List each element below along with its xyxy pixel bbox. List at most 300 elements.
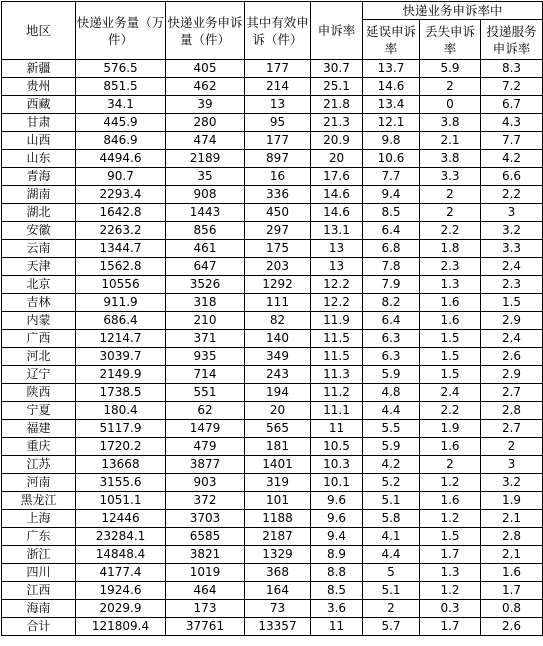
cell-delay-rate: 5.1 — [363, 492, 420, 510]
table-row — [2, 168, 543, 186]
cell-volume: 23284.1 — [76, 528, 166, 546]
cell-valid: 565 — [245, 420, 311, 438]
cell-region: 云南 — [2, 240, 76, 258]
cell-volume: 2263.2 — [76, 222, 166, 240]
cell-lost-rate: 1.7 — [420, 546, 481, 564]
cell-lost-rate: 3.8 — [420, 114, 481, 132]
cell-volume: 1562.8 — [76, 258, 166, 276]
table-row — [2, 96, 543, 114]
cell-valid: 175 — [245, 240, 311, 258]
cell-service-rate: 3.2 — [481, 222, 543, 240]
cell-valid: 450 — [245, 204, 311, 222]
cell-valid: 897 — [245, 150, 311, 168]
cell-complaints: 1479 — [166, 420, 245, 438]
cell-lost-rate: 1.6 — [420, 294, 481, 312]
table-row — [2, 528, 543, 546]
cell-complaints: 479 — [166, 438, 245, 456]
cell-rate: 14.6 — [311, 204, 363, 222]
cell-delay-rate: 7.7 — [363, 168, 420, 186]
cell-complaints: 405 — [166, 60, 245, 78]
header-delay-rate: 延误申诉率 — [363, 20, 420, 60]
cell-service-rate: 7.7 — [481, 132, 543, 150]
cell-complaints: 173 — [166, 600, 245, 618]
cell-complaints: 1443 — [166, 204, 245, 222]
cell-delay-rate: 9.8 — [363, 132, 420, 150]
cell-delay-rate: 5.7 — [363, 618, 420, 636]
table-body — [2, 60, 543, 636]
cell-rate: 17.6 — [311, 168, 363, 186]
cell-rate: 21.3 — [311, 114, 363, 132]
cell-lost-rate: 1.6 — [420, 438, 481, 456]
cell-complaints: 62 — [166, 402, 245, 420]
cell-valid: 177 — [245, 132, 311, 150]
cell-lost-rate: 1.5 — [420, 330, 481, 348]
cell-complaints: 6585 — [166, 528, 245, 546]
cell-service-rate: 2.6 — [481, 348, 543, 366]
cell-service-rate: 6.7 — [481, 96, 543, 114]
cell-valid: 95 — [245, 114, 311, 132]
cell-region: 重庆 — [2, 438, 76, 456]
cell-rate: 20 — [311, 150, 363, 168]
cell-volume: 4494.6 — [76, 150, 166, 168]
table-row — [2, 150, 543, 168]
cell-delay-rate: 5.8 — [363, 510, 420, 528]
table-row — [2, 276, 543, 294]
cell-lost-rate: 1.2 — [420, 510, 481, 528]
cell-volume: 1214.7 — [76, 330, 166, 348]
cell-service-rate: 2.8 — [481, 528, 543, 546]
cell-complaints: 856 — [166, 222, 245, 240]
cell-delay-rate: 4.8 — [363, 384, 420, 402]
cell-delay-rate: 9.4 — [363, 186, 420, 204]
cell-rate: 30.7 — [311, 60, 363, 78]
header-complaint-rate: 申诉率 — [311, 2, 363, 60]
cell-delay-rate: 5.5 — [363, 420, 420, 438]
cell-service-rate: 2.2 — [481, 186, 543, 204]
cell-region: 黑龙江 — [2, 492, 76, 510]
cell-service-rate: 2.7 — [481, 384, 543, 402]
table-row — [2, 438, 543, 456]
cell-volume: 5117.9 — [76, 420, 166, 438]
cell-lost-rate: 1.6 — [420, 492, 481, 510]
header-service-rate: 投递服务申诉率 — [481, 20, 543, 60]
cell-rate: 20.9 — [311, 132, 363, 150]
cell-volume: 1642.8 — [76, 204, 166, 222]
cell-region: 合计 — [2, 618, 76, 636]
cell-complaints: 3821 — [166, 546, 245, 564]
table-row — [2, 564, 543, 582]
cell-service-rate: 2.7 — [481, 420, 543, 438]
cell-complaints: 2189 — [166, 150, 245, 168]
cell-lost-rate: 1.2 — [420, 474, 481, 492]
cell-lost-rate: 2.2 — [420, 402, 481, 420]
cell-service-rate: 6.6 — [481, 168, 543, 186]
cell-service-rate: 2.1 — [481, 510, 543, 528]
cell-volume: 12446 — [76, 510, 166, 528]
table-header — [2, 2, 543, 60]
cell-complaints: 464 — [166, 582, 245, 600]
table-row — [2, 546, 543, 564]
cell-valid: 140 — [245, 330, 311, 348]
cell-valid: 181 — [245, 438, 311, 456]
table-row — [2, 582, 543, 600]
cell-region: 新疆 — [2, 60, 76, 78]
cell-volume: 1344.7 — [76, 240, 166, 258]
cell-service-rate: 2.9 — [481, 366, 543, 384]
cell-service-rate: 2.3 — [481, 276, 543, 294]
cell-rate: 8.8 — [311, 564, 363, 582]
cell-region: 陕西 — [2, 384, 76, 402]
cell-rate: 10.3 — [311, 456, 363, 474]
cell-rate: 13 — [311, 258, 363, 276]
cell-lost-rate: 1.5 — [420, 366, 481, 384]
cell-service-rate: 3 — [481, 204, 543, 222]
cell-volume: 3155.6 — [76, 474, 166, 492]
table-row — [2, 402, 543, 420]
cell-service-rate: 0.8 — [481, 600, 543, 618]
cell-valid: 1329 — [245, 546, 311, 564]
cell-region: 山西 — [2, 132, 76, 150]
cell-region: 天津 — [2, 258, 76, 276]
cell-region: 江西 — [2, 582, 76, 600]
cell-valid: 243 — [245, 366, 311, 384]
table-row — [2, 420, 543, 438]
cell-delay-rate: 6.3 — [363, 330, 420, 348]
cell-delay-rate: 4.4 — [363, 402, 420, 420]
cell-service-rate: 1.5 — [481, 294, 543, 312]
cell-volume: 686.4 — [76, 312, 166, 330]
cell-valid: 13 — [245, 96, 311, 114]
cell-rate: 8.9 — [311, 546, 363, 564]
cell-rate: 9.4 — [311, 528, 363, 546]
cell-valid: 297 — [245, 222, 311, 240]
cell-rate: 9.6 — [311, 492, 363, 510]
cell-region: 湖北 — [2, 204, 76, 222]
cell-delay-rate: 13.7 — [363, 60, 420, 78]
cell-valid: 319 — [245, 474, 311, 492]
cell-lost-rate: 1.2 — [420, 582, 481, 600]
cell-lost-rate: 1.3 — [420, 276, 481, 294]
cell-delay-rate: 7.8 — [363, 258, 420, 276]
cell-valid: 13357 — [245, 618, 311, 636]
cell-service-rate: 2.8 — [481, 402, 543, 420]
cell-service-rate: 2.9 — [481, 312, 543, 330]
cell-lost-rate: 2 — [420, 456, 481, 474]
cell-volume: 10556 — [76, 276, 166, 294]
cell-complaints: 37761 — [166, 618, 245, 636]
table-row — [2, 114, 543, 132]
cell-lost-rate: 1.9 — [420, 420, 481, 438]
cell-delay-rate: 5.1 — [363, 582, 420, 600]
cell-valid: 177 — [245, 60, 311, 78]
cell-rate: 21.8 — [311, 96, 363, 114]
cell-region: 湖南 — [2, 186, 76, 204]
cell-valid: 336 — [245, 186, 311, 204]
cell-region: 辽宁 — [2, 366, 76, 384]
table-row — [2, 348, 543, 366]
cell-valid: 82 — [245, 312, 311, 330]
cell-rate: 11.3 — [311, 366, 363, 384]
table-row — [2, 204, 543, 222]
cell-rate: 14.6 — [311, 186, 363, 204]
cell-region: 广西 — [2, 330, 76, 348]
cell-service-rate: 8.3 — [481, 60, 543, 78]
cell-delay-rate: 2 — [363, 600, 420, 618]
cell-rate: 8.5 — [311, 582, 363, 600]
table-row — [2, 258, 543, 276]
cell-complaints: 461 — [166, 240, 245, 258]
table-row — [2, 384, 543, 402]
cell-volume: 4177.4 — [76, 564, 166, 582]
cell-volume: 14848.4 — [76, 546, 166, 564]
cell-complaints: 903 — [166, 474, 245, 492]
cell-rate: 11.5 — [311, 348, 363, 366]
cell-volume: 121809.4 — [76, 618, 166, 636]
cell-region: 吉林 — [2, 294, 76, 312]
table-row — [2, 330, 543, 348]
table-row — [2, 474, 543, 492]
cell-delay-rate: 6.8 — [363, 240, 420, 258]
cell-valid: 20 — [245, 402, 311, 420]
cell-rate: 10.5 — [311, 438, 363, 456]
cell-region: 河南 — [2, 474, 76, 492]
cell-valid: 16 — [245, 168, 311, 186]
cell-service-rate: 2.6 — [481, 618, 543, 636]
cell-service-rate: 1.9 — [481, 492, 543, 510]
cell-lost-rate: 3.8 — [420, 150, 481, 168]
cell-lost-rate: 2 — [420, 78, 481, 96]
cell-delay-rate: 8.2 — [363, 294, 420, 312]
cell-delay-rate: 6.4 — [363, 222, 420, 240]
cell-valid: 1188 — [245, 510, 311, 528]
cell-region: 山东 — [2, 150, 76, 168]
cell-lost-rate: 3.3 — [420, 168, 481, 186]
cell-volume: 576.5 — [76, 60, 166, 78]
header-lost-rate: 丢失申诉率 — [420, 20, 481, 60]
cell-valid: 111 — [245, 294, 311, 312]
cell-region: 贵州 — [2, 78, 76, 96]
cell-service-rate: 4.3 — [481, 114, 543, 132]
table-row — [2, 492, 543, 510]
header-volume: 快递业务量（万件） — [76, 2, 166, 60]
cell-rate: 11.9 — [311, 312, 363, 330]
cell-region: 西藏 — [2, 96, 76, 114]
cell-complaints: 35 — [166, 168, 245, 186]
cell-volume: 13668 — [76, 456, 166, 474]
cell-volume: 2293.4 — [76, 186, 166, 204]
cell-rate: 11 — [311, 420, 363, 438]
cell-delay-rate: 4.4 — [363, 546, 420, 564]
cell-lost-rate: 2 — [420, 204, 481, 222]
cell-lost-rate: 2.2 — [420, 222, 481, 240]
cell-rate: 11.2 — [311, 384, 363, 402]
cell-region: 江苏 — [2, 456, 76, 474]
cell-service-rate: 3.2 — [481, 474, 543, 492]
cell-delay-rate: 7.9 — [363, 276, 420, 294]
cell-lost-rate: 1.8 — [420, 240, 481, 258]
cell-lost-rate: 1.6 — [420, 312, 481, 330]
table-row — [2, 600, 543, 618]
cell-service-rate: 3 — [481, 456, 543, 474]
total-row — [2, 618, 543, 636]
cell-service-rate: 1.7 — [481, 582, 543, 600]
cell-valid: 194 — [245, 384, 311, 402]
cell-complaints: 474 — [166, 132, 245, 150]
cell-lost-rate: 1.5 — [420, 348, 481, 366]
cell-lost-rate: 0.3 — [420, 600, 481, 618]
cell-delay-rate: 10.6 — [363, 150, 420, 168]
table-row — [2, 78, 543, 96]
cell-rate: 3.6 — [311, 600, 363, 618]
header-valid-complaints: 其中有效申诉（件） — [245, 2, 311, 60]
cell-complaints: 210 — [166, 312, 245, 330]
cell-delay-rate: 5.9 — [363, 366, 420, 384]
cell-complaints: 3877 — [166, 456, 245, 474]
cell-complaints: 372 — [166, 492, 245, 510]
cell-delay-rate: 4.1 — [363, 528, 420, 546]
cell-valid: 73 — [245, 600, 311, 618]
cell-lost-rate: 1.7 — [420, 618, 481, 636]
cell-region: 北京 — [2, 276, 76, 294]
cell-delay-rate: 12.1 — [363, 114, 420, 132]
table-row — [2, 240, 543, 258]
cell-complaints: 1019 — [166, 564, 245, 582]
cell-region: 四川 — [2, 564, 76, 582]
cell-volume: 1051.1 — [76, 492, 166, 510]
cell-lost-rate: 1.5 — [420, 528, 481, 546]
table-row — [2, 132, 543, 150]
header-rate-group: 快递业务申诉率中 — [363, 2, 543, 20]
table-row — [2, 456, 543, 474]
cell-complaints: 280 — [166, 114, 245, 132]
cell-complaints: 371 — [166, 330, 245, 348]
cell-region: 安徽 — [2, 222, 76, 240]
cell-region: 河北 — [2, 348, 76, 366]
cell-valid: 214 — [245, 78, 311, 96]
cell-rate: 12.2 — [311, 294, 363, 312]
cell-lost-rate: 5.9 — [420, 60, 481, 78]
cell-complaints: 908 — [166, 186, 245, 204]
cell-volume: 851.5 — [76, 78, 166, 96]
cell-service-rate: 2 — [481, 438, 543, 456]
cell-region: 广东 — [2, 528, 76, 546]
cell-rate: 12.2 — [311, 276, 363, 294]
cell-complaints: 3526 — [166, 276, 245, 294]
cell-region: 福建 — [2, 420, 76, 438]
cell-valid: 349 — [245, 348, 311, 366]
cell-lost-rate: 2.4 — [420, 384, 481, 402]
cell-delay-rate: 5 — [363, 564, 420, 582]
table-row — [2, 510, 543, 528]
cell-service-rate: 2.1 — [481, 546, 543, 564]
cell-valid: 1401 — [245, 456, 311, 474]
cell-complaints: 3703 — [166, 510, 245, 528]
cell-valid: 203 — [245, 258, 311, 276]
cell-complaints: 39 — [166, 96, 245, 114]
cell-delay-rate: 14.6 — [363, 78, 420, 96]
cell-region: 海南 — [2, 600, 76, 618]
cell-delay-rate: 6.4 — [363, 312, 420, 330]
cell-service-rate: 1.6 — [481, 564, 543, 582]
cell-volume: 1720.2 — [76, 438, 166, 456]
cell-rate: 10.1 — [311, 474, 363, 492]
cell-volume: 1738.5 — [76, 384, 166, 402]
cell-region: 内蒙 — [2, 312, 76, 330]
cell-lost-rate: 1.3 — [420, 564, 481, 582]
table-row — [2, 222, 543, 240]
header-region: 地区 — [2, 2, 76, 60]
cell-rate: 13.1 — [311, 222, 363, 240]
cell-service-rate: 2.4 — [481, 330, 543, 348]
cell-rate: 13 — [311, 240, 363, 258]
table-row — [2, 294, 543, 312]
cell-lost-rate: 0 — [420, 96, 481, 114]
cell-volume: 1924.6 — [76, 582, 166, 600]
cell-region: 浙江 — [2, 546, 76, 564]
table-row — [2, 186, 543, 204]
cell-delay-rate: 5.2 — [363, 474, 420, 492]
cell-rate: 11 — [311, 618, 363, 636]
cell-rate: 11.1 — [311, 402, 363, 420]
cell-service-rate: 2.4 — [481, 258, 543, 276]
cell-region: 青海 — [2, 168, 76, 186]
header-complaints: 快递业务申诉量（件） — [166, 2, 245, 60]
cell-delay-rate: 5.9 — [363, 438, 420, 456]
cell-volume: 911.9 — [76, 294, 166, 312]
cell-service-rate: 3.3 — [481, 240, 543, 258]
cell-service-rate: 4.2 — [481, 150, 543, 168]
cell-complaints: 647 — [166, 258, 245, 276]
cell-valid: 2187 — [245, 528, 311, 546]
cell-complaints: 318 — [166, 294, 245, 312]
cell-volume: 180.4 — [76, 402, 166, 420]
cell-rate: 11.5 — [311, 330, 363, 348]
cell-region: 宁夏 — [2, 402, 76, 420]
cell-volume: 846.9 — [76, 132, 166, 150]
cell-valid: 164 — [245, 582, 311, 600]
table-row — [2, 312, 543, 330]
cell-valid: 101 — [245, 492, 311, 510]
cell-rate: 9.6 — [311, 510, 363, 528]
cell-region: 上海 — [2, 510, 76, 528]
cell-valid: 1292 — [245, 276, 311, 294]
cell-lost-rate: 2 — [420, 186, 481, 204]
cell-volume: 34.1 — [76, 96, 166, 114]
cell-volume: 90.7 — [76, 168, 166, 186]
cell-complaints: 935 — [166, 348, 245, 366]
table-row — [2, 60, 543, 78]
cell-volume: 2149.9 — [76, 366, 166, 384]
cell-delay-rate: 8.5 — [363, 204, 420, 222]
cell-rate: 25.1 — [311, 78, 363, 96]
cell-complaints: 462 — [166, 78, 245, 96]
cell-delay-rate: 6.3 — [363, 348, 420, 366]
cell-complaints: 551 — [166, 384, 245, 402]
cell-valid: 368 — [245, 564, 311, 582]
cell-delay-rate: 4.2 — [363, 456, 420, 474]
cell-volume: 3039.7 — [76, 348, 166, 366]
cell-lost-rate: 2.1 — [420, 132, 481, 150]
cell-volume: 2029.9 — [76, 600, 166, 618]
cell-lost-rate: 2.3 — [420, 258, 481, 276]
cell-delay-rate: 13.4 — [363, 96, 420, 114]
table-row — [2, 366, 543, 384]
cell-volume: 445.9 — [76, 114, 166, 132]
cell-service-rate: 7.2 — [481, 78, 543, 96]
cell-complaints: 714 — [166, 366, 245, 384]
cell-region: 甘肃 — [2, 114, 76, 132]
complaint-statistics-table — [1, 1, 543, 636]
